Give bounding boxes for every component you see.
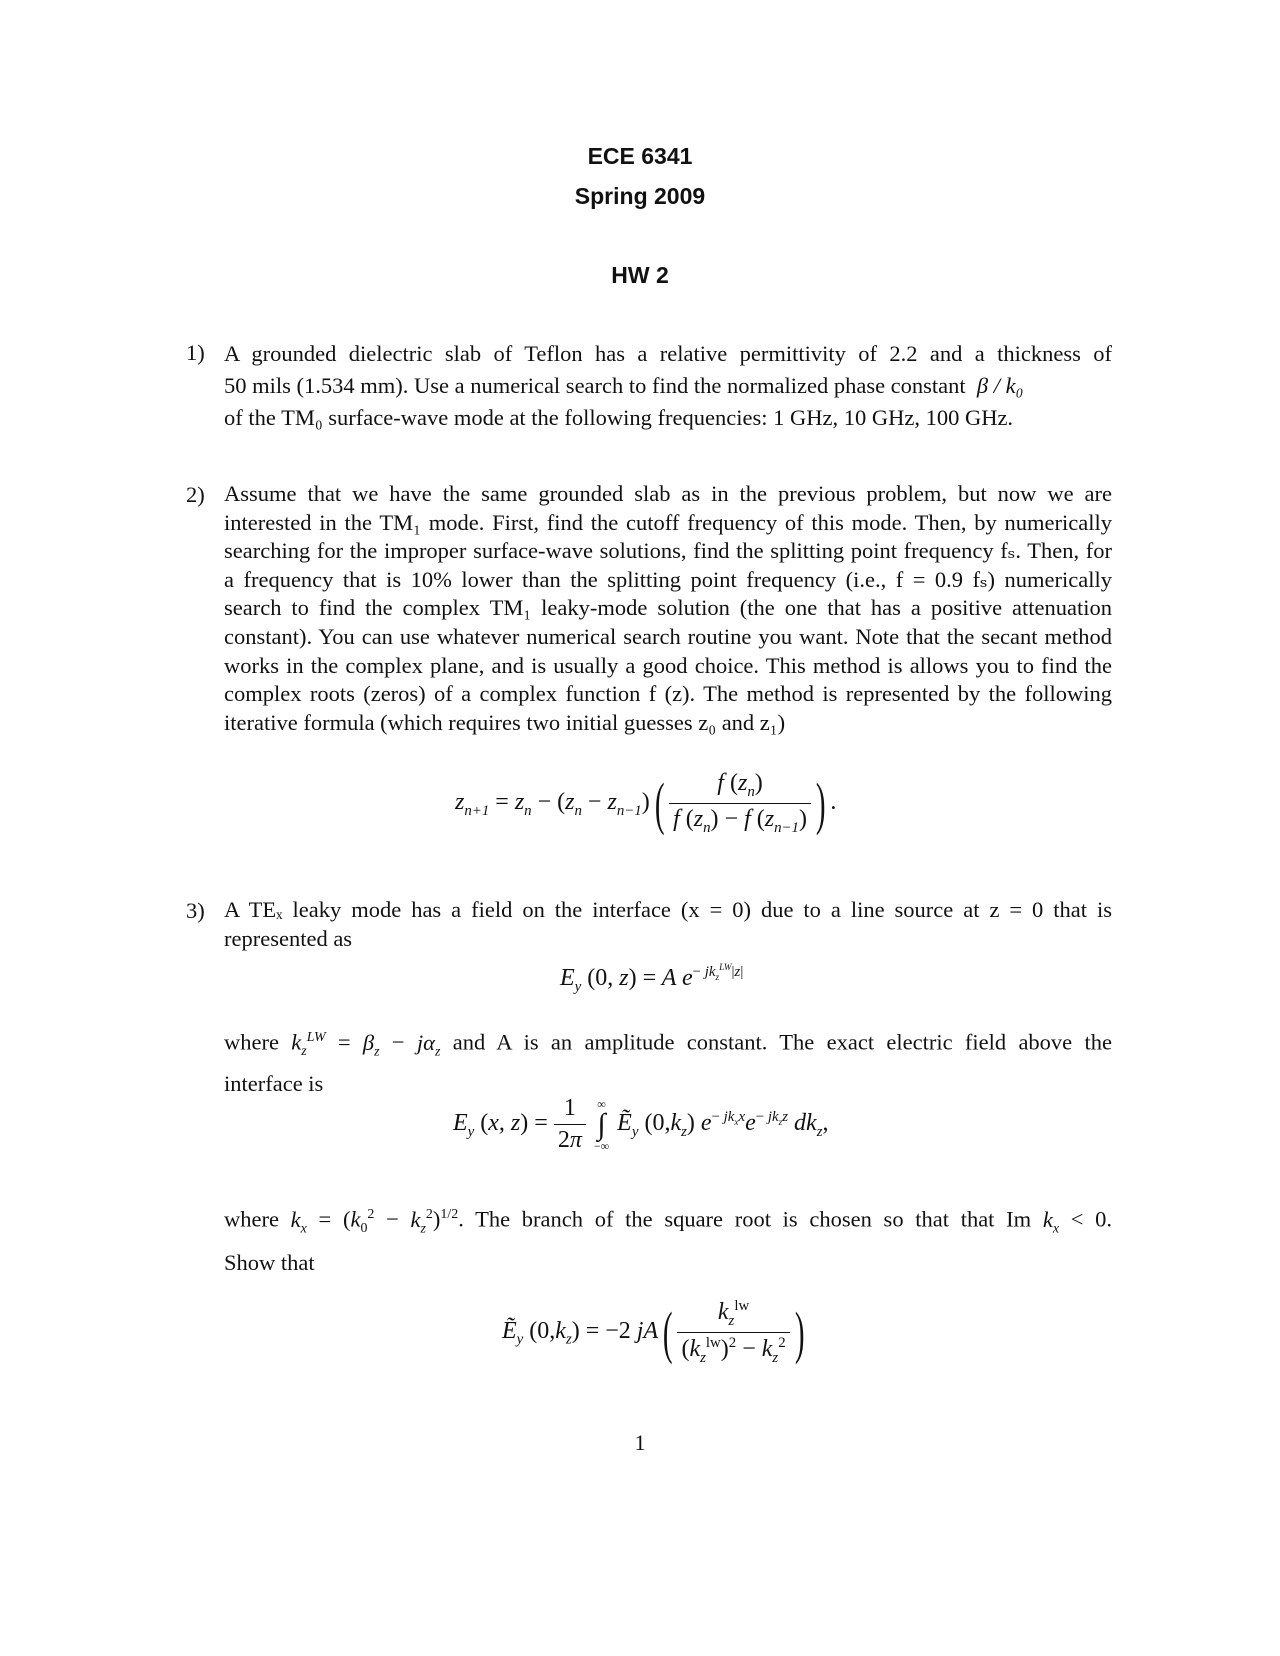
- where-2-post: . The branch of the square root is chosen so that that: [458, 1206, 995, 1232]
- problem-2-number: 2): [186, 482, 205, 507]
- where-1-line-2: interface is: [224, 1071, 324, 1096]
- spectral-field-result: Ẽ$_y$ $(0,k_z) = -2$ jA( $\frac{k_z^{lw}}{(k_z^{lw})^2 - k_z^2}$ ): [502, 1298, 805, 1366]
- exact-field-integral: $E_y$ (x, z) = $\frac{1}{2\pi}$ ∞ ∫ −∞ Ẽ$_y$ $(0,k_z)$ $e^{- jk_xx}e^{- jk_zz}$ $dk_z$,: [453, 1095, 829, 1153]
- assignment-title: HW 2: [611, 262, 669, 288]
- problem-1-line-3: of the TM₀ surface-wave mode at the following frequencies: 1 GHz, 10 GHz, 100 GHz.: [224, 405, 1014, 430]
- where-2-pre: where: [224, 1206, 279, 1232]
- secant-formula: $z_{n+1} = z_n - (z_n - z_{n-1})$( $\frac{f (z_n)}{f (z_n) - f (z_{n-1})}$ ) .: [455, 770, 837, 836]
- problem-1-line-2-text: 50 mils (1.534 mm). Use a numerical search to find the normalized phase constant: [224, 373, 966, 398]
- where-1-pre: where: [224, 1029, 279, 1055]
- problem-1-line-1: A grounded dielectric slab of Teflon has a relative permittivity of 2.2 and a thickness of: [224, 341, 1112, 366]
- problem-1-number: 1): [186, 340, 205, 365]
- problem-3-intro: A TEₓ leaky mode has a field on the interface (x = 0) due to a line source at z = 0 that is represented as: [224, 897, 1112, 951]
- course-title: ECE 6341: [587, 143, 693, 169]
- problem-1-text: [224, 338, 1112, 434]
- beta-over-k0: β / k₀: [976, 373, 1024, 398]
- problem-3-where-1: [224, 1022, 1112, 1100]
- problem-3-number: 3): [186, 898, 205, 923]
- term-title: Spring 2009: [574, 183, 706, 209]
- where-1-line: where $k_z^{LW} = \beta_z - j\alpha_z$ and A is an amplitude constant. The exact electric field above the: [224, 1029, 1112, 1059]
- page-number: 1: [634, 1430, 646, 1455]
- problem-3-where-2: [224, 1198, 1112, 1280]
- problem-2-text: Assume that we have the same grounded slab as in the previous problem, but now we are interested in the TM₁ mode. First, find the cutoff frequency of this mode. Then, by numerically searching for the improper surface-wave solutions, find the splitting point frequency fₛ. Then, for a frequency that is 10% lower than the splitting point frequency (i.e., f = 0.9 fₛ) numerically search to find the complex TM₁ leaky-mode solution (the one that has a positive attenuation constant). You can use whatever numerical search routine you want. Note that the secant method works in the complex plane, and is usually a good choice. This method is allows you to find the complex roots (zeros) of a complex function f (z). The method is represented by the following iterative formula (which requires two initial guesses z₀ and z₁): [224, 481, 1112, 735]
- where-2-line: where $k_x = (k_0^2 - k_z^2)^{1/2}$. The branch of the square root is chosen so that that Im $k_x < 0$.: [224, 1206, 1112, 1236]
- where-1-post: and A is an amplitude constant. The exact electric field above the: [452, 1029, 1112, 1055]
- leaky-field-equation: $E_y$ (0, z) = A $e^{- jk_z^{LW}|z|}$: [560, 962, 744, 995]
- show-that: Show that: [224, 1250, 315, 1275]
- problem-1-line-2: [224, 370, 1112, 402]
